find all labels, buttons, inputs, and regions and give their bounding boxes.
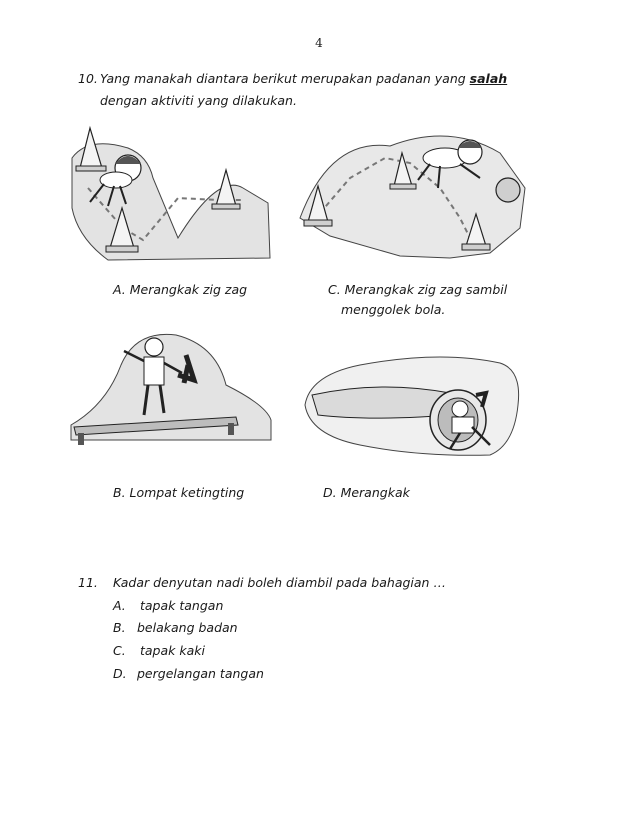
- q10-prompt-text: Yang manakah diantara berikut merupakan padanan yang: [100, 71, 466, 86]
- q11-option-b-letter: B.: [113, 620, 126, 635]
- q11-option-a-text: tapak tangan: [140, 598, 224, 613]
- image-tunnel-crawl: [300, 345, 525, 465]
- q10-prompt-line2: dengan aktiviti yang dilakukan.: [100, 93, 297, 108]
- image-bench-balance: [66, 325, 276, 455]
- q10-option-c-line1: C. Merangkak zig zag sambil: [328, 282, 508, 297]
- q10-prompt: [100, 71, 507, 86]
- page-number: 4: [315, 36, 323, 50]
- q11-option-a-letter: A.: [113, 598, 126, 613]
- q11-prompt: Kadar denyutan nadi boleh diambil pada bahagian …: [113, 575, 446, 590]
- image-crawl-ball: [290, 118, 530, 268]
- q10-option-c-line2: menggolek bola.: [341, 302, 446, 317]
- q10-option-d: D. Merangkak: [323, 485, 410, 500]
- q10-option-a: A. Merangkak zig zag: [113, 282, 248, 297]
- q10-option-b: B. Lompat ketingting: [113, 485, 245, 500]
- q11-option-d-text: pergelangan tangan: [137, 666, 264, 681]
- q11-option-b-text: belakang badan: [137, 620, 238, 635]
- q10-emphasis: salah: [469, 71, 508, 86]
- q11-option-d-letter: D.: [113, 666, 127, 681]
- q10-number: 10.: [78, 71, 98, 86]
- q11-number: 11.: [78, 575, 98, 590]
- q11-option-c-letter: C.: [113, 643, 126, 658]
- image-crawl-zigzag: [68, 118, 278, 268]
- q11-option-c-text: tapak kaki: [140, 643, 205, 658]
